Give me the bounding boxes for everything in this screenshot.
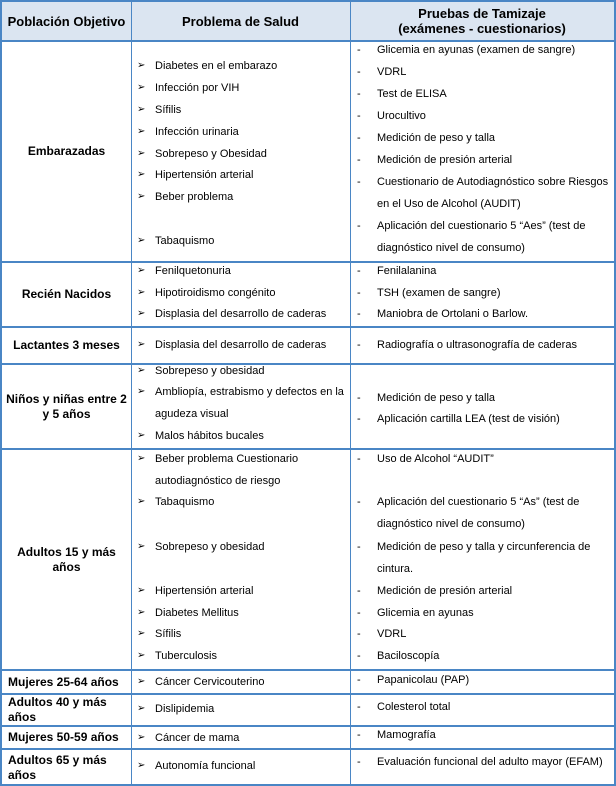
bullet-arrow-icon: ➢	[137, 732, 146, 743]
test-text: VDRL	[377, 66, 407, 78]
bullet-dash: -	[357, 674, 361, 686]
test-item	[357, 696, 612, 718]
problem-item	[137, 623, 349, 645]
header-pruebas-line1: Pruebas de Tamizaje	[418, 6, 546, 21]
problem-text: Cáncer Cervicouterino	[155, 676, 265, 688]
problem-item	[137, 360, 349, 382]
bullet-dash: -	[357, 220, 361, 232]
problem-item	[137, 77, 349, 99]
problem-text: Tabaquismo	[155, 496, 215, 508]
test-item	[357, 127, 612, 149]
problem-text: Autonomía funcional	[155, 760, 256, 772]
bullet-arrow-icon: ➢	[137, 607, 146, 618]
test-text: Cuestionario de Autodiagnóstico sobre Riesgos en el Uso de Alcohol (AUDIT)	[377, 176, 609, 210]
bullet-arrow-icon: ➢	[137, 365, 146, 376]
category-label: Adultos 15 y más años	[17, 544, 116, 574]
test-item	[357, 724, 612, 746]
category-label: Recién Nacidos	[21, 287, 112, 301]
test-item	[357, 39, 612, 61]
test-text: Urocultivo	[377, 110, 426, 122]
bullet-dash: -	[357, 541, 361, 553]
test-text: Mamografía	[377, 729, 436, 741]
test-text: Aplicación del cuestionario 5 “As” (test de diagnóstico nivel de consumo)	[377, 496, 580, 530]
bullet-dash: -	[357, 176, 361, 188]
test-text: Fenilalanina	[377, 265, 437, 277]
test-item	[357, 260, 612, 282]
problem-item	[137, 491, 349, 513]
bullet-dash: -	[357, 287, 361, 299]
test-item	[357, 408, 612, 430]
bullet-arrow-icon: ➢	[137, 265, 146, 276]
bullet-dash: -	[357, 413, 361, 425]
bullet-dash: -	[357, 110, 361, 122]
bullet-arrow-icon: ➢	[137, 496, 146, 507]
category-label: Adultos 65 y más años	[8, 752, 107, 782]
bullet-arrow-icon: ➢	[137, 703, 146, 714]
header-poblacion: Población Objetivo	[7, 13, 126, 29]
test-text: Glicemia en ayunas (examen de sangre)	[377, 44, 576, 56]
header-pruebas	[350, 2, 614, 40]
test-text: Medición de presión arterial	[377, 585, 513, 597]
problem-text: Fenilquetonuria	[155, 265, 231, 277]
bullet-arrow-icon: ➢	[137, 453, 146, 464]
test-text: Aplicación cartilla LEA (test de visión)	[377, 413, 560, 425]
problem-text: Sobrepeso y obesidad	[155, 541, 265, 553]
test-item	[357, 171, 612, 215]
test-text: Radiografía o ultrasonografía de caderas	[377, 339, 577, 351]
test-text: Baciloscopía	[377, 650, 440, 662]
test-text: TSH (examen de sangre)	[377, 287, 501, 299]
category-label: Mujeres 50-59 años	[8, 730, 119, 744]
header-pruebas-line2: (exámenes - cuestionarios)	[398, 21, 566, 36]
bullet-arrow-icon: ➢	[137, 430, 146, 441]
problem-text: Infección urinaria	[155, 126, 239, 138]
bullet-arrow-icon: ➢	[137, 760, 146, 771]
test-item	[357, 751, 612, 773]
problem-text: Sobrepeso y Obesidad	[155, 148, 267, 160]
problem-item	[137, 580, 349, 602]
problem-text: Sífilis	[155, 104, 182, 116]
test-item	[357, 334, 612, 356]
test-item	[357, 536, 612, 580]
bullet-dash: -	[357, 88, 361, 100]
problem-item	[137, 186, 349, 208]
problem-text: Displasia del desarrollo de caderas	[155, 308, 327, 320]
test-text: Aplicación del cuestionario 5 “Aes” (test de diagnóstico nivel de consumo)	[377, 220, 586, 254]
bullet-arrow-icon: ➢	[137, 541, 146, 552]
bullet-arrow-icon: ➢	[137, 148, 146, 159]
problem-item	[137, 448, 349, 492]
test-text: Colesterol total	[377, 701, 451, 713]
problem-text: Diabetes Mellitus	[155, 607, 239, 619]
problem-item	[137, 698, 349, 720]
problem-item	[137, 602, 349, 624]
bullet-arrow-icon: ➢	[137, 235, 146, 246]
test-item	[357, 303, 612, 325]
test-item	[357, 580, 612, 602]
test-item	[357, 215, 612, 259]
problem-item	[137, 381, 349, 425]
problem-item	[137, 99, 349, 121]
problem-item	[137, 121, 349, 143]
problem-text: Malos hábitos bucales	[155, 430, 264, 442]
test-text: Medición de peso y talla y circunferencia de cintura.	[377, 541, 591, 575]
bullet-arrow-icon: ➢	[137, 628, 146, 639]
category-label: Lactantes 3 meses	[13, 338, 120, 352]
problem-item	[137, 425, 349, 447]
problem-text: Cáncer de mama	[155, 732, 240, 744]
test-text: Evaluación funcional del adulto mayor (EFAM)	[377, 756, 603, 768]
problem-item	[137, 671, 349, 693]
problem-item	[137, 164, 349, 186]
test-item	[357, 669, 612, 691]
bullet-dash: -	[357, 308, 361, 320]
bullet-dash: -	[357, 154, 361, 166]
bullet-arrow-icon: ➢	[137, 650, 146, 661]
problem-text: Hipotiroidismo congénito	[155, 287, 276, 299]
test-item	[357, 61, 612, 83]
test-text: Glicemia en ayunas	[377, 607, 474, 619]
problem-text: Beber problema Cuestionario autodiagnóstico de riesgo	[155, 453, 299, 487]
bullet-arrow-icon: ➢	[137, 169, 146, 180]
test-item	[357, 387, 612, 409]
problem-item	[137, 303, 349, 325]
category-label: Mujeres 25-64 años	[8, 674, 119, 689]
test-text: Uso de Alcohol “AUDIT”	[377, 453, 494, 465]
test-item	[357, 623, 612, 645]
bullet-dash: -	[357, 585, 361, 597]
bullet-dash: -	[357, 339, 361, 351]
bullet-dash: -	[357, 607, 361, 619]
problem-item	[137, 334, 349, 356]
problem-text: Beber problema	[155, 191, 234, 203]
bullet-arrow-icon: ➢	[137, 585, 146, 596]
test-item	[357, 491, 612, 535]
bullet-dash: -	[357, 496, 361, 508]
bullet-arrow-icon: ➢	[137, 82, 146, 93]
test-item	[357, 83, 612, 105]
bullet-dash: -	[357, 756, 361, 768]
problem-text: Infección por VIH	[155, 82, 240, 94]
problem-text: Tuberculosis	[155, 650, 217, 662]
category-label: Adultos 40 y más años	[8, 695, 107, 724]
column-divider	[131, 2, 132, 784]
test-text: Maniobra de Ortolani o Barlow.	[377, 308, 529, 320]
bullet-dash: -	[357, 44, 361, 56]
test-text: Medición de peso y talla	[377, 392, 496, 404]
problem-text: Sífilis	[155, 628, 182, 640]
test-text: VDRL	[377, 628, 407, 640]
problem-text: Dislipidemia	[155, 703, 215, 715]
bullet-dash: -	[357, 701, 361, 713]
bullet-arrow-icon: ➢	[137, 60, 146, 71]
problem-item	[137, 143, 349, 165]
bullet-arrow-icon: ➢	[137, 676, 146, 687]
header-problema: Problema de Salud	[181, 13, 300, 29]
test-item	[357, 282, 612, 304]
problem-text: Diabetes en el embarazo	[155, 60, 278, 72]
test-text: Medición de peso y talla	[377, 132, 496, 144]
problem-text: Ambliopía, estrabismo y defectos en la agudeza visual	[155, 386, 344, 420]
bullet-arrow-icon: ➢	[137, 287, 146, 298]
bullet-arrow-icon: ➢	[137, 126, 146, 137]
category-label: Embarazadas	[27, 143, 106, 158]
bullet-dash: -	[357, 132, 361, 144]
problem-text: Hipertensión arterial	[155, 169, 254, 181]
problem-item	[137, 727, 349, 749]
test-text: Test de ELISA	[377, 88, 447, 100]
test-item	[357, 448, 612, 470]
column-divider	[350, 2, 351, 784]
test-item	[357, 645, 612, 667]
problem-text: Displasia del desarrollo de caderas	[155, 339, 327, 351]
bullet-arrow-icon: ➢	[137, 339, 146, 350]
problem-text: Hipertensión arterial	[155, 585, 254, 597]
bullet-arrow-icon: ➢	[137, 104, 146, 115]
bullet-arrow-icon: ➢	[137, 308, 146, 319]
bullet-dash: -	[357, 628, 361, 640]
bullet-dash: -	[357, 729, 361, 741]
problem-item	[137, 55, 349, 77]
bullet-arrow-icon: ➢	[137, 191, 146, 202]
bullet-dash: -	[357, 265, 361, 277]
bullet-arrow-icon: ➢	[137, 386, 146, 397]
bullet-dash: -	[357, 66, 361, 78]
problem-text: Sobrepeso y obesidad	[155, 365, 265, 377]
test-item	[357, 602, 612, 624]
problem-item	[137, 230, 349, 252]
bullet-dash: -	[357, 392, 361, 404]
test-text: Medición de presión arterial	[377, 154, 513, 166]
test-item	[357, 105, 612, 127]
problem-item	[137, 260, 349, 282]
category-label: Niños y niñas entre 2 y 5 años	[6, 391, 127, 421]
problem-text: Tabaquismo	[155, 235, 215, 247]
test-item	[357, 149, 612, 171]
problem-item	[137, 755, 349, 777]
test-text: Papanicolau (PAP)	[377, 674, 470, 686]
problem-item	[137, 645, 349, 667]
bullet-dash: -	[357, 650, 361, 662]
problem-item	[137, 282, 349, 304]
bullet-dash: -	[357, 453, 361, 465]
problem-item	[137, 536, 349, 558]
